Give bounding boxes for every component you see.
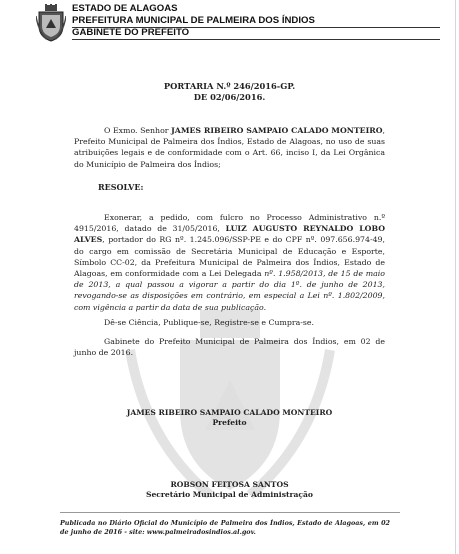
signature-role: Prefeito xyxy=(212,418,247,427)
resolve-heading: RESOLVE: xyxy=(98,182,144,192)
document-date: DE 02/06/2016. xyxy=(193,92,266,102)
main-text-italic: nº. 1.958/2013, de 15 de maio de 2013, a qual passou a vigorar a partir do dia 1º. de junho de 2013, revogando-se as disposições em contrário, em especial a Lei nº. 1.802/2009, com vigência a partir da data de sua publicação. xyxy=(74,269,385,312)
main-text-cont: , portador do RG nº. 1.245.096/SSP-PE e do CPF nº. 097.656.974-49, do cargo em comissão de Secretária Municipal de Educação e Esporte, Símbolo CC-02, da Prefeitura Municipal de Palmeira dos Índios, Estado de Alagoas, em conformidade com a Lei Delegada xyxy=(74,235,385,279)
intro-text: O Exmo. Senhor xyxy=(104,126,169,135)
exonerated-name: LUIZ AUGUSTO REYNALDO LOBO ALVES xyxy=(74,224,385,245)
watermark-crest-icon xyxy=(120,300,340,500)
publish-paragraph xyxy=(74,317,385,328)
mayor-name: JAMES RIBEIRO SAMPAIO CALADO MONTEIRO xyxy=(171,126,383,135)
publication-note: Publicada no Diário Oficial do Município de Palmeira dos Índios, Estado de Alagoas, em 02 de junho de 2016 - site: www.palmeiradosindios.al.gov. xyxy=(60,519,390,536)
document-number: PORTARIA N.º 246/2016-GP. xyxy=(163,81,296,91)
header-office: GABINETE DO PREFEITO xyxy=(72,27,190,38)
publish-text: Dê-se Ciência, Publique-se, Registre-se e Cumpra-se. xyxy=(104,318,314,327)
intro-text-cont: , Prefeito Municipal de Palmeira dos Índios, Estado de Alagoas, no uso de suas atribuições legais e de conformidade com o Art. 66, inciso I, da Lei Orgânica do Município de Palmeira dos Índios; xyxy=(74,126,386,169)
signature-name: JAMES RIBEIRO SAMPAIO CALADO MONTEIRO xyxy=(126,408,333,417)
closing-paragraph xyxy=(74,336,385,358)
header-state: ESTADO DE ALAGOAS xyxy=(72,3,178,14)
signature-name: ROBSON FEITOSA SANTOS xyxy=(170,480,289,489)
closing-text: Gabinete do Prefeito Municipal de Palmeira dos Índios, em 02 de junho de 2016. xyxy=(74,337,385,358)
header-divider xyxy=(72,39,440,40)
coat-of-arms-icon xyxy=(36,4,66,42)
signature-role: Secretário Municipal de Administração xyxy=(145,490,314,499)
main-paragraph xyxy=(74,212,385,313)
intro-paragraph xyxy=(74,125,385,170)
main-text: Exonerar, a pedido, com fulcro no Processo Administrativo n.º 4915/2016, datado de 31/05/2016, xyxy=(74,213,385,234)
header-prefecture: PREFEITURA MUNICIPAL DE PALMEIRA DOS ÍNDIOS xyxy=(72,15,315,26)
footer-divider xyxy=(60,512,400,513)
